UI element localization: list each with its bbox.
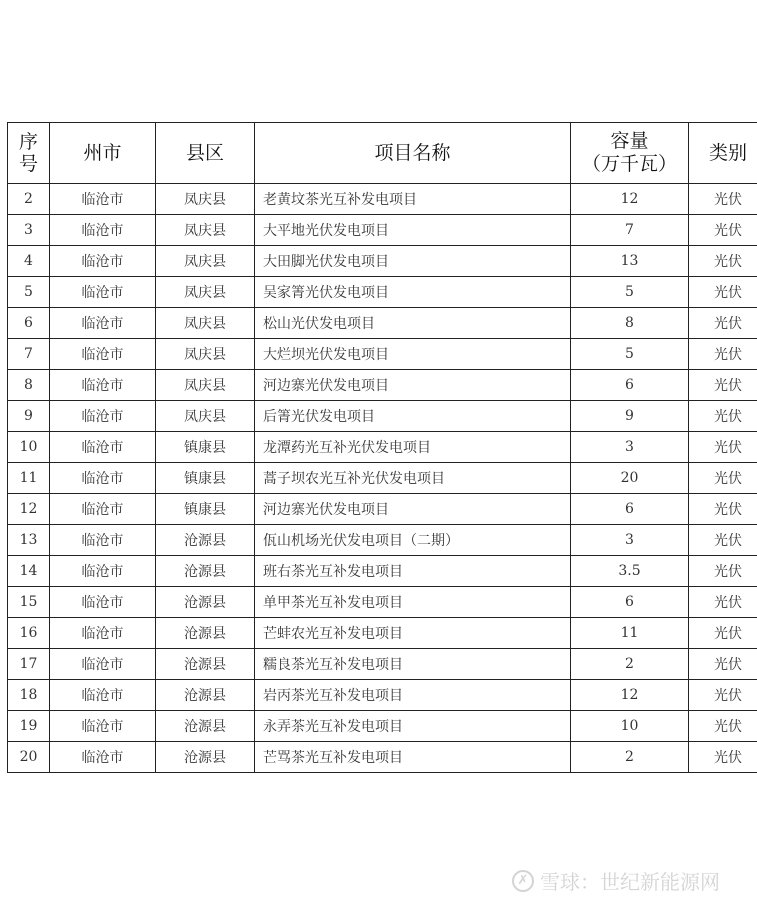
cell-seq: 8 (8, 370, 50, 401)
cell-type: 光伏 (689, 649, 757, 680)
cell-type: 光伏 (689, 339, 757, 370)
cell-city: 临沧市 (50, 618, 156, 649)
cell-city: 临沧市 (50, 680, 156, 711)
cell-capacity: 12 (571, 680, 689, 711)
table-row (8, 308, 757, 339)
cell-project-name: 吴家箐光伏发电项目 (255, 277, 571, 308)
cell-seq: 18 (8, 680, 50, 711)
cell-city: 临沧市 (50, 277, 156, 308)
cell-project-name: 大田脚光伏发电项目 (255, 246, 571, 277)
cell-type: 光伏 (689, 556, 757, 587)
cell-city: 临沧市 (50, 339, 156, 370)
cell-county: 沧源县 (156, 711, 255, 742)
cell-project-name: 芒骂茶光互补发电项目 (255, 742, 571, 773)
cell-project-name: 龙潭药光互补光伏发电项目 (255, 432, 571, 463)
cell-type: 光伏 (689, 401, 757, 432)
cell-type: 光伏 (689, 618, 757, 649)
cell-city: 临沧市 (50, 432, 156, 463)
table-row (8, 494, 757, 525)
cell-capacity: 6 (571, 370, 689, 401)
cell-project-name: 岩丙茶光互补发电项目 (255, 680, 571, 711)
cell-capacity: 7 (571, 215, 689, 246)
table-row (8, 401, 757, 432)
cell-city: 临沧市 (50, 246, 156, 277)
watermark (512, 866, 720, 895)
header-capacity: 容量 （万千瓦） (571, 123, 689, 184)
table-header-row (8, 123, 757, 184)
cell-seq: 11 (8, 463, 50, 494)
cell-type: 光伏 (689, 277, 757, 308)
cell-capacity: 5 (571, 339, 689, 370)
table-row (8, 215, 757, 246)
cell-county: 沧源县 (156, 587, 255, 618)
cell-capacity: 12 (571, 184, 689, 215)
cell-seq: 7 (8, 339, 50, 370)
cell-type: 光伏 (689, 711, 757, 742)
cell-county: 凤庆县 (156, 339, 255, 370)
cell-project-name: 松山光伏发电项目 (255, 308, 571, 339)
cell-city: 临沧市 (50, 463, 156, 494)
cell-county: 凤庆县 (156, 246, 255, 277)
cell-county: 凤庆县 (156, 370, 255, 401)
table-row (8, 277, 757, 308)
table-row (8, 556, 757, 587)
table-row (8, 587, 757, 618)
cell-seq: 13 (8, 525, 50, 556)
cell-seq: 4 (8, 246, 50, 277)
cell-type: 光伏 (689, 246, 757, 277)
cell-capacity: 8 (571, 308, 689, 339)
cell-county: 沧源县 (156, 680, 255, 711)
cell-seq: 5 (8, 277, 50, 308)
table-row (8, 184, 757, 215)
cell-type: 光伏 (689, 432, 757, 463)
cell-county: 凤庆县 (156, 401, 255, 432)
cell-capacity: 9 (571, 401, 689, 432)
cell-type: 光伏 (689, 370, 757, 401)
cell-capacity: 2 (571, 649, 689, 680)
cell-seq: 12 (8, 494, 50, 525)
cell-type: 光伏 (689, 215, 757, 246)
cell-seq: 9 (8, 401, 50, 432)
cell-city: 临沧市 (50, 401, 156, 432)
cell-project-name: 单甲茶光互补发电项目 (255, 587, 571, 618)
cell-capacity: 13 (571, 246, 689, 277)
cell-county: 凤庆县 (156, 184, 255, 215)
cell-capacity: 6 (571, 494, 689, 525)
cell-county: 沧源县 (156, 525, 255, 556)
table-row (8, 432, 757, 463)
cell-city: 临沧市 (50, 494, 156, 525)
cell-project-name: 蒿子坝农光互补光伏发电项目 (255, 463, 571, 494)
cell-seq: 14 (8, 556, 50, 587)
cell-type: 光伏 (689, 680, 757, 711)
snowball-logo-icon: ✗ (512, 870, 534, 892)
cell-capacity: 5 (571, 277, 689, 308)
cell-project-name: 河边寨光伏发电项目 (255, 370, 571, 401)
cell-city: 临沧市 (50, 742, 156, 773)
cell-type: 光伏 (689, 463, 757, 494)
cell-project-name: 永弄茶光互补发电项目 (255, 711, 571, 742)
table-row (8, 742, 757, 773)
cell-city: 临沧市 (50, 587, 156, 618)
cell-city: 临沧市 (50, 525, 156, 556)
table-row (8, 618, 757, 649)
cell-capacity: 11 (571, 618, 689, 649)
table-row (8, 463, 757, 494)
cell-seq: 20 (8, 742, 50, 773)
cell-county: 镇康县 (156, 463, 255, 494)
cell-project-name: 老黄坟茶光互补发电项目 (255, 184, 571, 215)
cell-project-name: 大平地光伏发电项目 (255, 215, 571, 246)
table-row (8, 246, 757, 277)
table-row (8, 711, 757, 742)
cell-seq: 10 (8, 432, 50, 463)
cell-seq: 19 (8, 711, 50, 742)
cell-type: 光伏 (689, 184, 757, 215)
cell-capacity: 3 (571, 525, 689, 556)
table-row (8, 339, 757, 370)
cell-seq: 3 (8, 215, 50, 246)
cell-project-name: 芒蚌农光互补发电项目 (255, 618, 571, 649)
cell-seq: 15 (8, 587, 50, 618)
table-row (8, 680, 757, 711)
cell-type: 光伏 (689, 308, 757, 339)
cell-type: 光伏 (689, 742, 757, 773)
cell-project-name: 后箐光伏发电项目 (255, 401, 571, 432)
project-table (7, 122, 757, 773)
cell-county: 镇康县 (156, 432, 255, 463)
cell-county: 凤庆县 (156, 308, 255, 339)
cell-county: 沧源县 (156, 742, 255, 773)
cell-county: 凤庆县 (156, 277, 255, 308)
cell-project-name: 佤山机场光伏发电项目（二期） (255, 525, 571, 556)
cell-city: 临沧市 (50, 649, 156, 680)
cell-project-name: 糯良茶光互补发电项目 (255, 649, 571, 680)
cell-county: 沧源县 (156, 618, 255, 649)
cell-city: 临沧市 (50, 556, 156, 587)
cell-project-name: 班右茶光互补发电项目 (255, 556, 571, 587)
cell-capacity: 3.5 (571, 556, 689, 587)
cell-city: 临沧市 (50, 184, 156, 215)
cell-county: 沧源县 (156, 649, 255, 680)
header-city: 州市 (50, 123, 156, 184)
table-row (8, 525, 757, 556)
cell-capacity: 6 (571, 587, 689, 618)
table-row (8, 370, 757, 401)
cell-city: 临沧市 (50, 308, 156, 339)
cell-type: 光伏 (689, 587, 757, 618)
cell-project-name: 大烂坝光伏发电项目 (255, 339, 571, 370)
cell-city: 临沧市 (50, 215, 156, 246)
cell-seq: 6 (8, 308, 50, 339)
cell-capacity: 20 (571, 463, 689, 494)
header-county: 县区 (156, 123, 255, 184)
cell-seq: 2 (8, 184, 50, 215)
cell-project-name: 河边寨光伏发电项目 (255, 494, 571, 525)
watermark-text: 雪球：世纪新能源网 (540, 870, 720, 894)
cell-seq: 17 (8, 649, 50, 680)
cell-county: 镇康县 (156, 494, 255, 525)
cell-county: 凤庆县 (156, 215, 255, 246)
cell-type: 光伏 (689, 494, 757, 525)
cell-type: 光伏 (689, 525, 757, 556)
cell-capacity: 3 (571, 432, 689, 463)
cell-capacity: 2 (571, 742, 689, 773)
header-seq: 序号 (8, 123, 50, 184)
cell-county: 沧源县 (156, 556, 255, 587)
header-type: 类别 (689, 123, 757, 184)
table-row (8, 649, 757, 680)
cell-city: 临沧市 (50, 370, 156, 401)
cell-city: 临沧市 (50, 711, 156, 742)
header-name: 项目名称 (255, 123, 571, 184)
cell-capacity: 10 (571, 711, 689, 742)
cell-seq: 16 (8, 618, 50, 649)
